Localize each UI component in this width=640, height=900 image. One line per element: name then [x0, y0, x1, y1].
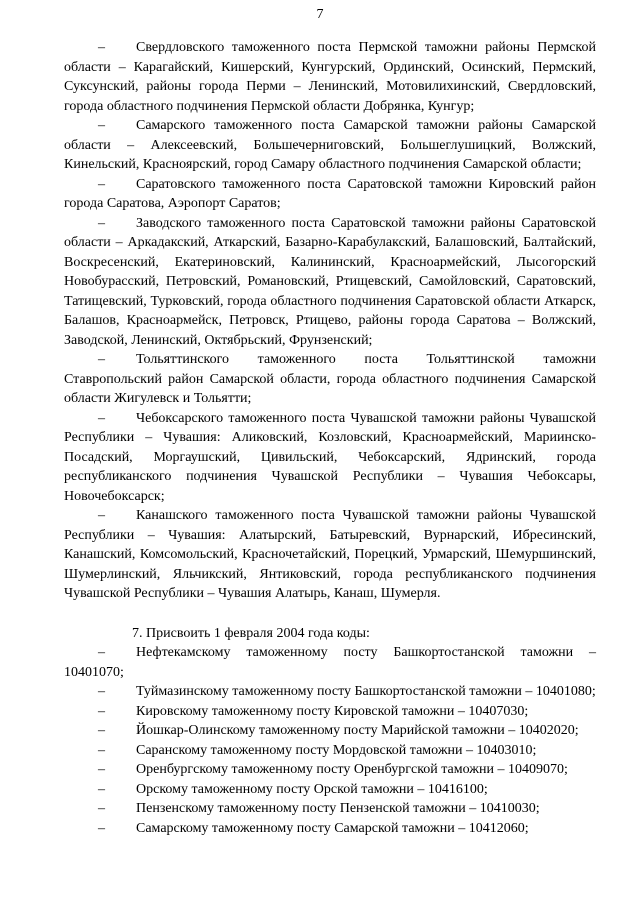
code-item-text: Туймазинскому таможенному посту Башкортостанской таможни – 10401080;	[136, 684, 596, 699]
dash-marker: –	[98, 215, 105, 231]
code-item	[64, 780, 596, 800]
list-item-text: Чебоксарского таможенного поста Чувашской таможни районы Чувашской Республики – Чувашия: Аликовский, Козловский, Красноармейский, Мариинско-Посадский, Моргаушский, Цивильский, Чебоксарский, Ядринский, города республиканского подчинения Чувашской Республики – Чувашия Чебоксары, Новочебоксарск;	[64, 410, 596, 504]
dash-marker: –	[98, 684, 105, 699]
section-heading	[64, 624, 596, 644]
code-item	[64, 643, 596, 682]
dash-marker: –	[98, 781, 105, 797]
document-body	[64, 38, 596, 838]
code-item	[64, 721, 596, 741]
dash-marker: –	[98, 820, 105, 836]
list-item-text: Саратовского таможенного поста Саратовской таможни Кировский район города Саратова, Аэропорт Саратов;	[64, 176, 596, 211]
list-item-text: Тольяттинского таможенного поста Тольяттинской таможни Ставропольский район Самарской области, города областного подчинения Самарской области Жигулевск и Тольятти;	[64, 352, 596, 406]
dash-marker: –	[98, 645, 105, 660]
code-item-text: Самарскому таможенному посту Самарской таможни – 10412060;	[136, 820, 529, 836]
dash-marker: –	[98, 352, 105, 367]
code-item-text: Орскому таможенному посту Орской таможни – 10416100;	[136, 781, 488, 797]
code-item	[64, 682, 596, 702]
section-spacer	[64, 604, 596, 624]
code-item-text: Йошкар-Олинскому таможенному посту Марийской таможни – 10402020;	[136, 723, 579, 738]
dash-marker: –	[98, 801, 105, 816]
list-item	[64, 175, 596, 214]
list-item	[64, 38, 596, 116]
list-item	[64, 214, 596, 351]
list-item	[64, 350, 596, 409]
list-item	[64, 116, 596, 175]
code-item	[64, 819, 596, 839]
code-item-text: Пензенскому таможенному посту Пензенской таможни – 10410030;	[136, 801, 540, 816]
dash-marker: –	[98, 742, 105, 758]
code-item-text: Нефтекамскому таможенному посту Башкортостанской таможни – 10401070;	[64, 645, 596, 680]
code-item-text: Саранскому таможенному посту Мордовской таможни – 10403010;	[136, 742, 537, 758]
dash-marker: –	[98, 508, 105, 523]
dash-marker: –	[98, 762, 105, 777]
section-number: 7.	[132, 625, 143, 641]
dash-marker: –	[98, 723, 105, 738]
list-item-text: Самарского таможенного поста Самарской таможни районы Самарской области – Алексеевский, Большечерниговский, Большеглушицкий, Волжский, Кинельский, Красноярский, город Самару областного подчинения Самарской области;	[64, 118, 596, 172]
code-item	[64, 799, 596, 819]
list-item	[64, 506, 596, 604]
list-item-text: Свердловского таможенного поста Пермской таможни районы Пермской области – Карагайский, Кишерский, Кунгурский, Ординский, Осинский, Пермский, Суксунский, районы города Перми – Ленинский, Мотовилихинский, Свердловский, города областного подчинения Пермской области Добрянка, Кунгур;	[64, 40, 596, 114]
code-item	[64, 741, 596, 761]
code-item-text: Оренбургскому таможенному посту Оренбургской таможни – 10409070;	[136, 762, 568, 777]
code-item	[64, 760, 596, 780]
dash-marker: –	[98, 118, 105, 133]
section-heading-text: Присвоить 1 февраля 2004 года коды:	[146, 625, 370, 641]
list-item-text: Канашского таможенного поста Чувашской таможни районы Чувашской Республики – Чувашия: Алатырский, Батыревский, Вурнарский, Ибресинский, Канашский, Комсомольский, Красночетайский, Порецкий, Урмарский, Шемуршинский, Шумерлинский, Яльчикский, Янтиковский, города республиканского подчинения Чувашской Республики – Чувашия Алатырь, Канаш, Шумерля.	[64, 508, 596, 601]
list-item-text: Заводского таможенного поста Саратовской таможни районы Саратовской области – Аркадакский, Аткарский, Базарно-Карабулакский, Балашовский, Балтайский, Воскресенский, Екатериновский, Калининский, Красноармейский, Лысогорский Новобурасский, Петровский, Романовский, Ртищевский, Самойловский, Саратовский, Татищевский, Турковский, города областного подчинения Саратовской области Аткарск, Балашов, Красноармейск, Петровск, Ртищево, районы города Саратова – Волжский, Заводской, Ленинский, Октябрьский, Фрунзенский;	[64, 215, 596, 348]
dash-marker: –	[98, 40, 105, 55]
code-item-text: Кировскому таможенному посту Кировской таможни – 10407030;	[136, 703, 529, 719]
list-item	[64, 409, 596, 507]
dash-marker: –	[98, 176, 105, 192]
page-number: 7	[316, 7, 324, 22]
code-item	[64, 702, 596, 722]
dash-marker: –	[98, 410, 105, 426]
dash-marker: –	[98, 703, 105, 719]
